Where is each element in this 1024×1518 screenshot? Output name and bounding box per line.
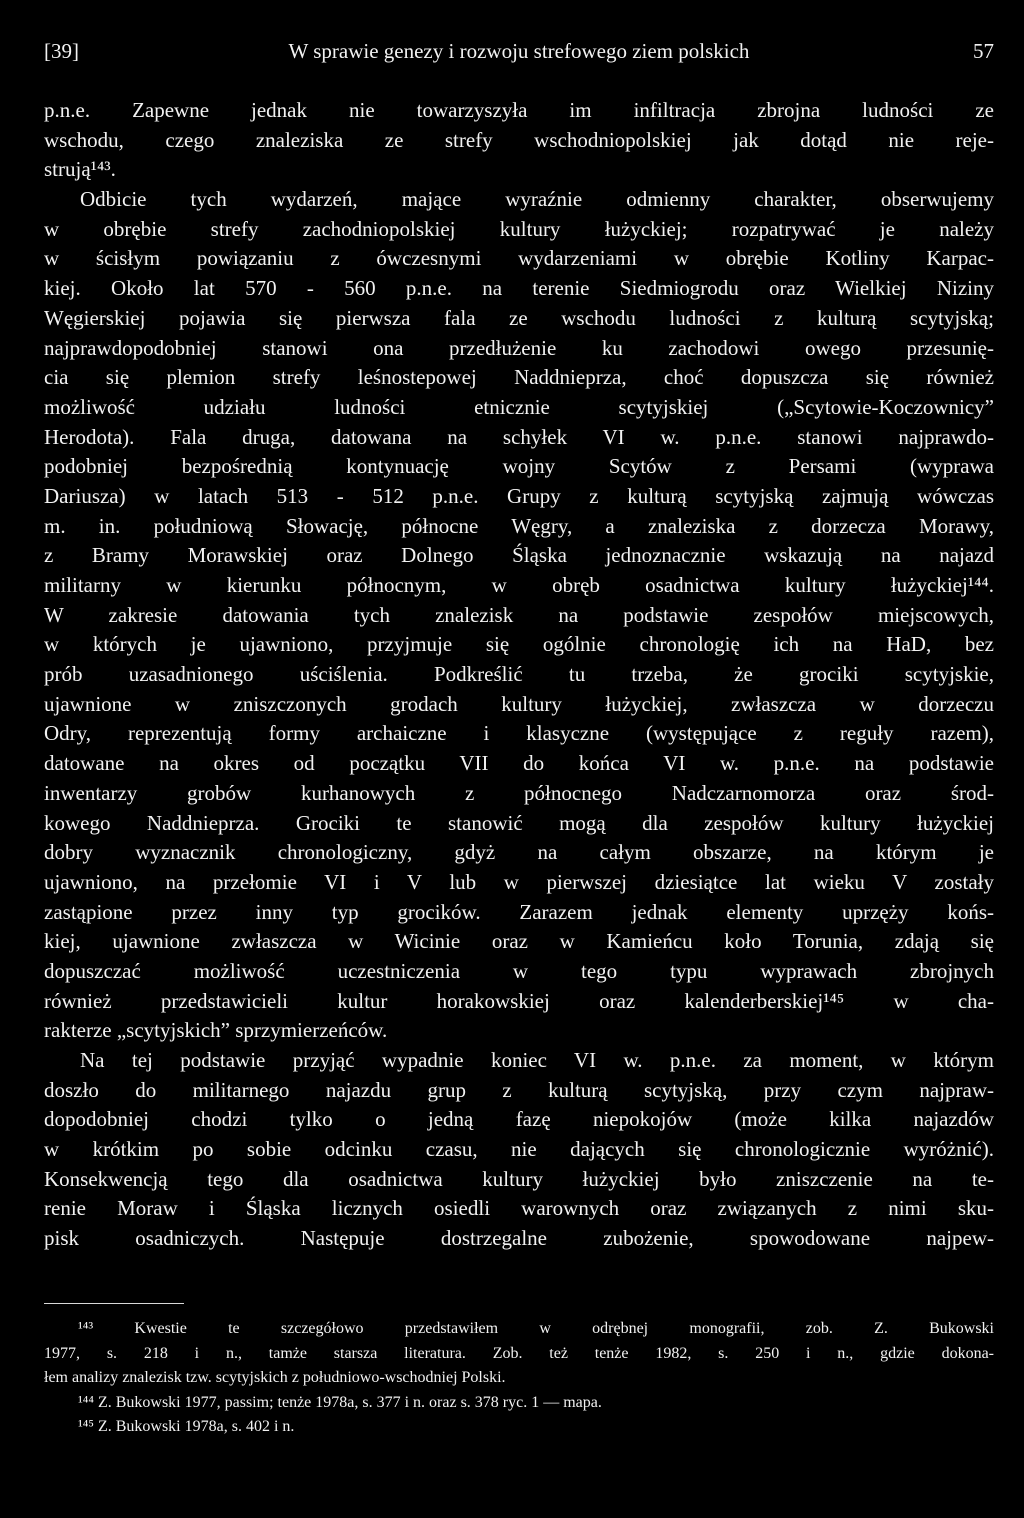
text-line: w których je ujawniono, przyjmuje się ogólnie chronologię ich na HaD, bez: [44, 632, 994, 657]
text-line: p.n.e. Zapewne jednak nie towarzyszyła im infiltracja zbrojna ludności ze: [44, 98, 994, 122]
footnote-line: łem analizy znalezisk tzw. scytyjskich z południowo-wschodniej Polski.: [44, 1369, 506, 1386]
text-line: W zakresie datowania tych znalezisk na podstawie zespołów miejscowych,: [44, 602, 994, 627]
text-line: Na tej podstawie przyjąć wypadnie koniec VI w. p.n.e. za moment, w którym: [80, 1048, 994, 1072]
text-line: kiej, ujawnione zwłaszcza w Wicinie oraz w Kamieńcu koło Torunia, zdają się: [44, 929, 994, 954]
text-line: kiej. Około lat 570 - 560 p.n.e. na terenie Siedmiogrodu oraz Wielkiej Niziny: [44, 276, 994, 301]
text-line: możliwość udziału ludności etnicznie scytyjskiej („Scytowie-Koczownicy”: [44, 394, 994, 419]
text-line: wschodu, czego znaleziska ze strefy wschodniopolskiej jak dotąd nie reje-: [44, 127, 994, 152]
text-line: ujawnione w zniszczonych grodach kultury łużyckiej, zwłaszcza w dorzeczu: [44, 691, 994, 716]
text-line: Odry, reprezentują formy archaiczne i klasyczne (występujące z reguły razem),: [44, 721, 994, 746]
text-line: w obrębie strefy zachodniopolskiej kultury łużyckiej; rozpatrywać je należy: [44, 216, 994, 241]
text-line: dopuszczać możliwość uczestniczenia w tego typu wyprawach zbrojnych: [44, 958, 994, 983]
text-line: pisk osadniczych. Następuje dostrzegalne zubożenie, spowodowane najpew-: [44, 1226, 994, 1251]
text-line: inwentarzy grobów kurhanowych z północnego Nadczarnomorza oraz środ-: [44, 780, 994, 805]
text-line: ujawniono, na przełomie VI i V lub w pierwszej dziesiątce lat wieku V zostały: [44, 869, 994, 894]
text-line: zastąpione przez inny typ grocików. Zarazem jednak elementy uprzęży końs-: [44, 899, 994, 924]
text-line: kowego Naddnieprza. Grociki te stanowić mogą dla zespołów kultury łużyckiej: [44, 810, 994, 835]
text-line: doszło do militarnego najazdu grup z kulturą scytyjską, przy czym najpraw-: [44, 1077, 994, 1102]
text-line: strują¹⁴³.: [44, 157, 116, 182]
footnotes: [44, 1317, 994, 1440]
text-line: w ścisłym powiązaniu z ówczesnymi wydarzeniami w obrębie Kotliny Karpac-: [44, 246, 994, 271]
text-line: Węgierskiej pojawia się pierwsza fala ze wschodu ludności z kulturą scytyjską;: [44, 305, 994, 330]
text-line: Odbicie tych wydarzeń, mające wyraźnie odmienny charakter, obserwujemy: [80, 187, 994, 212]
text-line: rakterze „scytyjskich” sprzymierzeńców.: [44, 1018, 388, 1043]
text-line: z Bramy Morawskiej oraz Dolnego Śląska jednoznacznie wskazują na najazd: [44, 543, 994, 568]
text-line: prób uzasadnionego uściślenia. Podkreślić tu trzeba, że grociki scytyjskie,: [44, 662, 994, 687]
text-line: renie Moraw i Śląska licznych osiedli warownych oraz związanych z nimi sku-: [44, 1196, 994, 1221]
text-line: Konsekwencją tego dla osadnictwa kultury łużyckiej było zniszczenie na te-: [44, 1166, 994, 1191]
text-line: dobry wyznacznik chronologiczny, gdyż na całym obszarze, na którym je: [44, 840, 994, 865]
text-line: m. in. południową Słowację, północne Węgry, a znaleziska z dorzecza Morawy,: [44, 513, 994, 538]
running-title: W sprawie genezy i rozwoju strefowego ziem polskich: [288, 39, 750, 63]
main-text: [44, 96, 994, 1254]
text-line: datowane na okres od początku VII do końca VI w. p.n.e. na podstawie: [44, 751, 994, 776]
text-line: Herodota). Fala druga, datowana na schyłek VI w. p.n.e. stanowi najprawdo-: [44, 424, 994, 449]
footnote-line: ¹⁴³ Kwestie te szczegółowo przedstawiłem w odrębnej monografii, zob. Z. Bukowski: [78, 1320, 994, 1337]
page-number: 57: [973, 39, 994, 63]
footnote-line: ¹⁴⁴ Z. Bukowski 1977, passim; tenże 1978a, s. 377 i n. oraz s. 378 ryc. 1 — mapa.: [78, 1393, 602, 1411]
text-line: cia się plemion strefy leśnostepowej Naddnieprza, choć dopuszcza się również: [44, 365, 994, 390]
text-line: dopodobniej chodzi tylko o jedną fazę niepokojów (może kilka najazdów: [44, 1107, 994, 1132]
running-header: [44, 36, 994, 66]
text-line: Dariusza) w latach 513 - 512 p.n.e. Grupy z kulturą scytyjską zajmują wówczas: [44, 483, 994, 508]
text-line: podobniej bezpośrednią kontynuację wojny Scytów z Persami (wyprawa: [44, 454, 994, 479]
footnote-line: ¹⁴⁵ Z. Bukowski 1978a, s. 402 i n.: [78, 1418, 295, 1435]
footnote-line: 1977, s. 218 i n., tamże starsza literatura. Zob. też tenże 1982, s. 250 i n., gdzie dokona-: [44, 1344, 994, 1362]
text-line: również przedstawicieli kultur horakowskiej oraz kalenderberskiej¹⁴⁵ w cha-: [44, 988, 994, 1013]
page-reference: [39]: [44, 39, 79, 63]
text-line: militarny w kierunku północnym, w obręb osadnictwa kultury łużyckiej¹⁴⁴.: [44, 573, 994, 597]
text-line: w krótkim po sobie odcinku czasu, nie dających się chronologicznie wyróżnić).: [44, 1137, 994, 1162]
footnote-divider: [44, 1303, 184, 1304]
text-line: najprawdopodobniej stanowi ona przedłużenie ku zachodowi owego przesunię-: [44, 335, 994, 360]
